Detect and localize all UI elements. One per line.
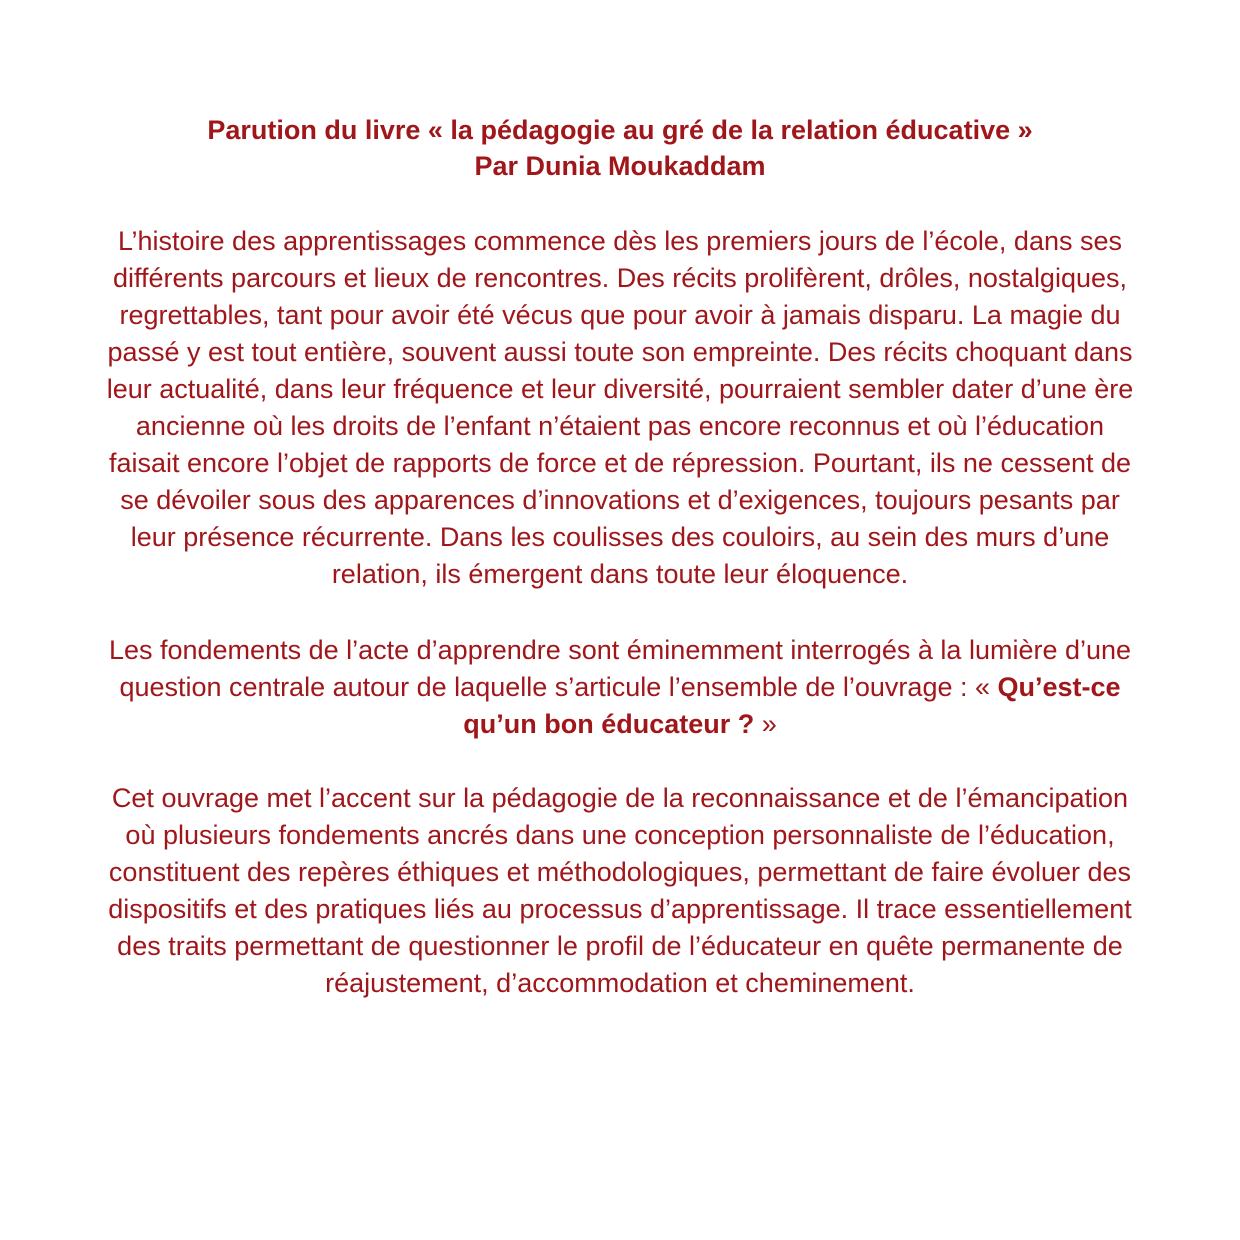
central-question: Qu’est-ce qu’un bon éducateur ?	[463, 672, 1121, 739]
article-body	[100, 112, 1140, 1039]
paragraph-2-intro: Les fondements de l’acte d’apprendre sont éminemment interrogés à la lumière d’une question centrale autour de laquelle s’articule l’ensemble de l’ouvrage : «	[108, 635, 1132, 702]
article-title: Parution du livre « la pédagogie au gré de la relation éducative »	[207, 115, 1033, 145]
paragraph-2-end: »	[754, 709, 777, 739]
paragraph-2	[100, 632, 1140, 743]
paragraph-3: Cet ouvrage met l’accent sur la pédagogie de la reconnaissance et de l’émancipation où plusieurs fondements ancrés dans une conception personnaliste de l’éducation, constituent des repères éthiques et méthodologiques, permettant de faire évoluer des dispositifs et des pratiques liés au processus d’apprentissage. Il trace essentiellement des traits permettant de questionner le profil de l’éducateur en quête permanente de réajustement, d’accommodation et cheminement.	[108, 783, 1132, 998]
paragraph-1: L’histoire des apprentissages commence dès les premiers jours de l’école, dans ses différents parcours et lieux de rencontres. Des récits prolifèrent, drôles, nostalgiques, regrettables, tant pour avoir été vécus que pour avoir à jamais disparu. La magie du passé y est tout entière, souvent aussi toute son empreinte. Des récits choquant dans leur actualité, dans leur fréquence et leur diversité, pourraient sembler dater d’une ère ancienne où les droits de l’enfant n’étaient pas encore reconnus et où l’éducation faisait encore l’objet de rapports de force et de répression. Pourtant, ils ne cessent de se dévoiler sous des apparences d’innovations et d’exigences, toujours pesants par leur présence récurrente. Dans les coulisses des couloirs, au sein des murs d’une relation, ils émergent dans toute leur éloquence.	[106, 226, 1134, 589]
article-author: Par Dunia Moukaddam	[474, 151, 766, 181]
